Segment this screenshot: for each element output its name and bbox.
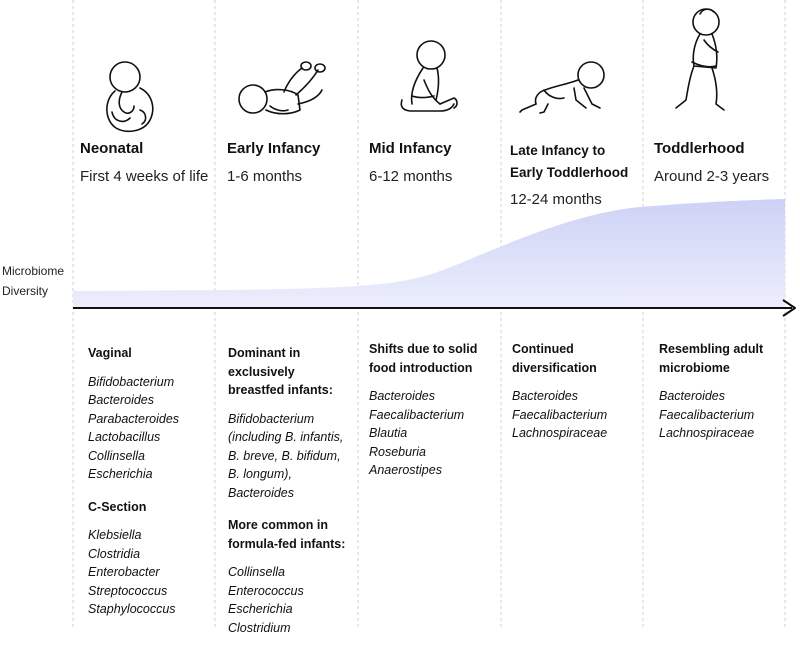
taxon: Parabacteroides bbox=[88, 411, 180, 426]
taxon: Escherichia bbox=[88, 467, 153, 481]
taxa-list bbox=[369, 387, 495, 480]
y-axis-label-line2: Diversity bbox=[2, 284, 49, 298]
taxon: Roseburia bbox=[369, 444, 426, 459]
column-neonatal bbox=[88, 344, 210, 633]
column-toddlerhood bbox=[659, 340, 785, 457]
toddler-walking-icon bbox=[676, 9, 724, 110]
stage-title-late-infancy: Late Infancy to Early Toddlerhood bbox=[510, 143, 629, 180]
column-mid-infancy bbox=[369, 340, 495, 494]
group-heading: Vaginal bbox=[88, 346, 132, 360]
taxon: Blautia bbox=[369, 426, 408, 440]
taxon: Anaerostipes bbox=[369, 463, 442, 477]
taxon: Bacteroides bbox=[228, 485, 295, 500]
taxon: Staphylococcus bbox=[88, 602, 176, 616]
taxon: Lachnospiraceae bbox=[512, 426, 608, 440]
taxon: Faecalibacterium bbox=[659, 407, 755, 422]
taxon: Bacteroides bbox=[512, 389, 579, 403]
column-late-infancy bbox=[512, 340, 638, 457]
taxa-list bbox=[228, 563, 354, 637]
taxon: Faecalibacterium bbox=[369, 407, 465, 422]
taxa-list bbox=[228, 410, 354, 503]
taxa-list bbox=[88, 373, 210, 484]
taxon: Enterobacter bbox=[88, 565, 160, 579]
taxon: Bacteroides bbox=[659, 389, 726, 403]
baby-lying-back-icon bbox=[239, 62, 325, 114]
newborn-fetal-position-icon bbox=[107, 62, 153, 131]
taxon: B. breve, B. bifidum, bbox=[228, 448, 341, 463]
stage-title-neonatal: Neonatal bbox=[80, 140, 144, 157]
stage-subtitle-late-infancy: 12-24 months bbox=[510, 191, 602, 208]
taxon: Enterococcus bbox=[228, 583, 304, 598]
taxon: Collinsella bbox=[88, 448, 145, 463]
column-early-infancy bbox=[228, 344, 354, 651]
stage-title-mid-infancy: Mid Infancy bbox=[369, 140, 452, 157]
taxon: Bacteroides bbox=[88, 393, 155, 407]
group-heading: More common in formula-fed infants: bbox=[228, 518, 346, 551]
stage-subtitle-toddlerhood: Around 2-3 years bbox=[654, 168, 770, 185]
taxon: Klebsiella bbox=[88, 528, 142, 542]
group-heading: Dominant in exclusively breastfed infants: bbox=[228, 346, 333, 397]
taxon: Lactobacillus bbox=[88, 430, 161, 444]
group-heading: Shifts due to solid food introduction bbox=[369, 342, 478, 375]
group-heading: Continued diversification bbox=[512, 342, 597, 375]
taxon: B. longum), bbox=[228, 467, 292, 481]
taxon: Bifidobacterium bbox=[228, 411, 315, 426]
taxa-list bbox=[88, 526, 210, 619]
y-axis-label-line1: Microbiome bbox=[2, 264, 65, 278]
taxon: Escherichia bbox=[228, 602, 293, 616]
baby-sitting-icon bbox=[401, 41, 457, 111]
taxon: Lachnospiraceae bbox=[659, 426, 755, 440]
stage-title-toddlerhood: Toddlerhood bbox=[654, 140, 745, 157]
stage-subtitle-neonatal: First 4 weeks of life bbox=[80, 168, 209, 185]
stage-subtitle-mid-infancy: 6-12 months bbox=[369, 168, 453, 185]
taxon: Faecalibacterium bbox=[512, 407, 608, 422]
group-heading: Resembling adult microbiome bbox=[659, 342, 764, 375]
taxon: (including B. infantis, bbox=[228, 430, 344, 444]
diversity-area bbox=[73, 199, 785, 307]
taxon: Clostridia bbox=[88, 546, 141, 561]
y-axis-label bbox=[2, 261, 82, 301]
taxon: Clostridium bbox=[228, 620, 291, 635]
taxa-list bbox=[512, 387, 638, 443]
stage-title-early-infancy: Early Infancy bbox=[227, 140, 321, 157]
taxa-list bbox=[659, 387, 785, 443]
group-heading: C-Section bbox=[88, 499, 147, 514]
stage-subtitle-early-infancy: 1-6 months bbox=[227, 168, 303, 185]
baby-crawling-icon bbox=[520, 62, 604, 113]
taxon: Collinsella bbox=[228, 565, 285, 579]
taxon: Streptococcus bbox=[88, 583, 168, 598]
taxon: Bacteroides bbox=[369, 389, 436, 403]
taxon: Bifidobacterium bbox=[88, 374, 175, 389]
